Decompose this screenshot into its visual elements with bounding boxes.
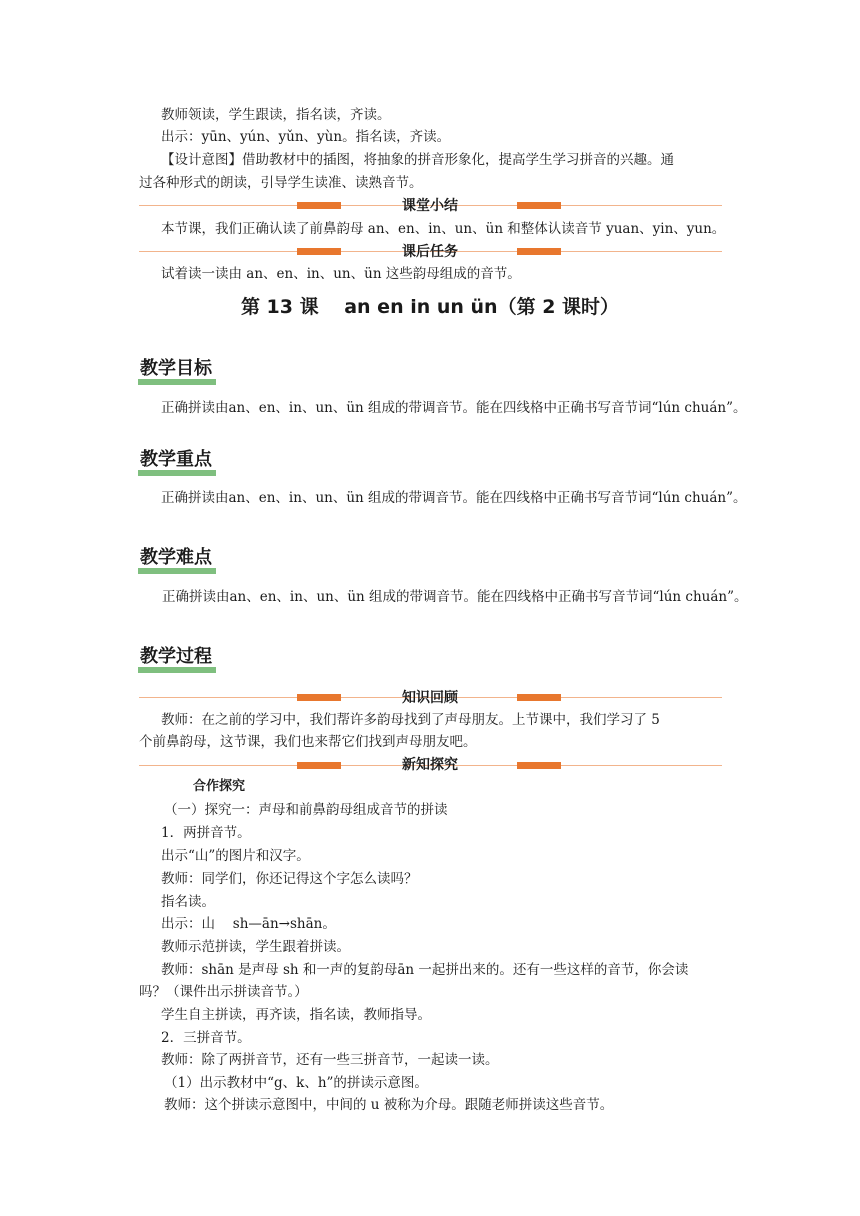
heading-underline	[138, 667, 216, 673]
new-knowledge-title: 新知探究	[402, 757, 458, 773]
review-title: 知识回顾	[402, 690, 458, 706]
lesson-title: 第 13 课 an en in un ün（第 2 课时）	[240, 296, 620, 318]
step-9: 学生自主拼读，再齐读，指名读，教师指导。	[161, 1007, 431, 1023]
summary-title: 课堂小结	[402, 198, 458, 214]
step-12: （1）出示教材中“g、k、h”的拼读示意图。	[164, 1075, 428, 1091]
heading-underline	[138, 379, 216, 385]
step-6: 教师示范拼读，学生跟着拼读。	[161, 939, 350, 955]
heading-underline	[138, 470, 216, 476]
keypoints-heading-text: 教学重点	[140, 449, 212, 470]
step-10: 2．三拼音节。	[161, 1030, 251, 1046]
difficulties-heading	[140, 546, 212, 570]
goals-text: 正确拼读由an、en、in、un、ün 组成的带调音节。能在四线格中正确书写音节词“lún chuán”。	[161, 400, 747, 416]
goals-heading	[140, 357, 212, 381]
homework-text: 试着读一读由 an、en、in、un、ün 这些韵母组成的音节。	[161, 266, 521, 282]
process-heading	[140, 645, 212, 669]
goals-heading-text: 教学目标	[140, 358, 212, 379]
step-2: 出示“山”的图片和汉字。	[161, 848, 310, 864]
step-3: 教师：同学们，你还记得这个字怎么读吗？	[161, 871, 418, 887]
keypoints-heading	[140, 448, 212, 472]
review-text-1: 教师：在之前的学习中，我们帮许多韵母找到了声母朋友。上节课中，我们学习了 5	[161, 712, 660, 728]
review-text-2: 个前鼻韵母，这节课，我们也来帮它们找到声母朋友吧。	[139, 734, 477, 750]
intro-line-1: 教师领读，学生跟读，指名读，齐读。	[161, 107, 391, 123]
step-1: 1．两拼音节。	[161, 825, 251, 841]
summary-text: 本节课，我们正确认读了前鼻韵母 an、en、in、un、ün 和整体认读音节 yuan、yin、yun。	[161, 221, 726, 237]
homework-title: 课后任务	[402, 244, 458, 260]
step-8: 吗？（课件出示拼读音节。）	[139, 984, 308, 1000]
cooperative-explore-label: 合作探究	[193, 779, 246, 794]
design-intent-line-1: 【设计意图】借助教材中的插图，将抽象的拼音形象化，提高学生学习拼音的兴趣。通	[161, 152, 674, 168]
difficulties-text: 正确拼读由an、en、in、un、ün 组成的带调音节。能在四线格中正确书写音节词“lún chuán”。	[162, 589, 748, 605]
intro-line-2: 出示：yūn、yún、yǔn、yùn。指名读，齐读。	[161, 129, 451, 145]
explore-1-heading: （一）探究一：声母和前鼻韵母组成音节的拼读	[164, 802, 448, 818]
step-13: 教师：这个拼读示意图中，中间的 u 被称为介母。跟随老师拼读这些音节。	[164, 1097, 614, 1113]
difficulties-heading-text: 教学难点	[140, 547, 212, 568]
process-heading-text: 教学过程	[140, 646, 212, 667]
heading-underline	[138, 568, 216, 574]
step-11: 教师：除了两拼音节，还有一些三拼音节，一起读一读。	[161, 1052, 499, 1068]
keypoints-text: 正确拼读由an、en、in、un、ün 组成的带调音节。能在四线格中正确书写音节词“lún chuán”。	[161, 490, 747, 506]
step-5: 出示：山 sh—ān→shān。	[161, 916, 336, 932]
step-4: 指名读。	[161, 894, 215, 910]
design-intent-line-2: 过各种形式的朗读，引导学生读准、读熟音节。	[139, 175, 423, 191]
step-7: 教师：shān 是声母 sh 和一声的复韵母ān 一起拼出来的。还有一些这样的音节，你会读	[161, 962, 689, 978]
